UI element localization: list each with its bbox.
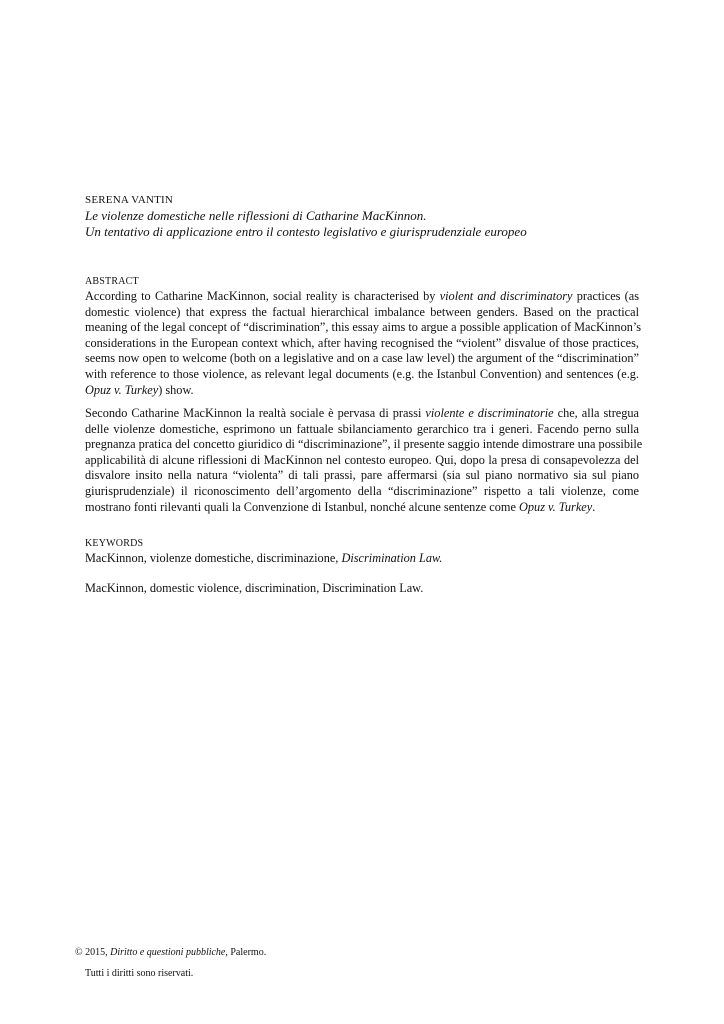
abstract-en-line: with reference to those violence, as relevant legal documents (e.g. the Istanbul Convention) and sentences (e.g.	[85, 366, 639, 381]
rights-reserved: Tutti i diritti sono riservati.	[85, 968, 194, 979]
abstract-en-line: domestic violence) that express the factual hierarchical imbalance between genders. Based on the practical	[85, 304, 639, 319]
abstract-it-line: delle violenze domestiche, esprimono un fattuale sbilanciamento gerarchico tra i generi. Facendo perno sulla	[85, 421, 639, 436]
abstract-it-line: applicabilità di alcune riflessioni di MacKinnon nel contesto europeo. Qui, dopo la presa di consapevolezza del	[85, 452, 639, 467]
copyright-notice: © 2015, Diritto e questioni pubbliche, Palermo.	[75, 947, 267, 958]
author-name: SERENA VANTIN	[85, 194, 174, 206]
abstract-en-line: According to Catharine MacKinnon, social reality is characterised by violent and discriminatory practices (as	[85, 289, 640, 303]
abstract-en-line: seems now open to welcome (both on a legislative and on a case law level) the argument of the “discrimination”	[85, 351, 639, 366]
abstract-italian	[85, 406, 643, 515]
abstract-en-line: Opuz v. Turkey) show.	[85, 382, 194, 397]
keywords-italian: MacKinnon, violenze domestiche, discriminazione, Discrimination Law.	[85, 551, 443, 565]
article-title	[85, 208, 645, 240]
title-line-1: Le violenze domestiche nelle riflessioni di Catharine MacKinnon.	[85, 208, 427, 223]
keywords-label: KEYWORDS	[85, 538, 144, 549]
abstract-it-line: giurisprudenziale) il riconoscimento dell’argomento della “discriminazione” rispetto a tali violenze, come	[85, 483, 639, 498]
abstract-it-line: Secondo Catharine MacKinnon la realtà sociale è pervasa di prassi violente e discriminatorie che, alla stregua	[85, 406, 640, 420]
keywords-english: MacKinnon, domestic violence, discrimination, Discrimination Law.	[85, 581, 424, 595]
abstract-it-line: mostrano fonti rilevanti quali la Convenzione di Istanbul, nonché alcune sentenze come Opuz v. Turkey.	[85, 499, 596, 514]
abstract-it-line: disvalore insito nella natura “violenta” di tali prassi, pare affermarsi (sia sul piano normativo sia sul piano	[85, 468, 639, 483]
abstract-english	[85, 289, 642, 398]
abstract-label: ABSTRACT	[85, 276, 139, 287]
abstract-en-line: considerations in the European context which, after having recognised the “violent” disvalue of those practices,	[85, 335, 639, 350]
abstract-en-line: meaning of the legal concept of “discrimination”, this essay aims to argue a possible application of MacKinnon’s	[85, 320, 642, 335]
title-line-2: Un tentativo di applicazione entro il contesto legislativo e giurisprudenziale europeo	[85, 224, 527, 239]
abstract-it-line: pregnanza pratica del concetto giuridico di “discriminazione”, il presente saggio intende dimostrare una possibile	[85, 437, 643, 452]
